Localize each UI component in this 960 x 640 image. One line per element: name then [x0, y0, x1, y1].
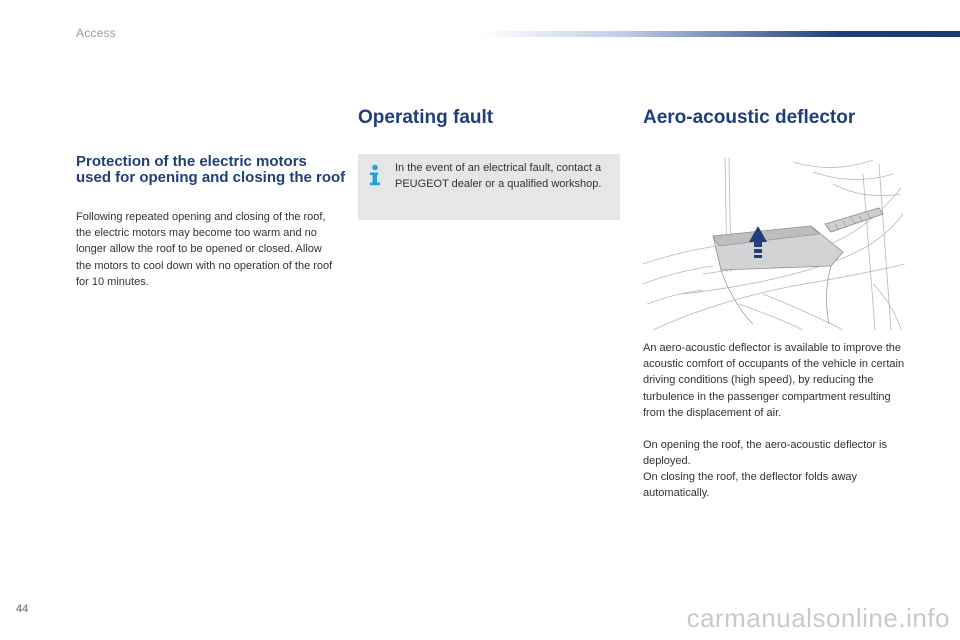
info-text: In the event of an electrical fault, contact a PEUGEOT dealer or a qualified workshop. [395, 162, 602, 190]
header-bar [480, 31, 960, 37]
info-icon [368, 164, 382, 186]
info-box [358, 154, 620, 220]
deflector-heading: Aero-acoustic deflector [643, 107, 856, 128]
protection-heading: Protection of the electric motors used for opening and closing the roof [76, 153, 346, 186]
section-label: Access [76, 26, 116, 40]
watermark: carmanualsonline.info [686, 603, 950, 633]
operating-fault-heading: Operating fault [358, 107, 494, 128]
deflector-body-3: On closing the roof, the deflector folds away automatically. [643, 471, 858, 500]
deflector-body-2: On opening the roof, the aero-acoustic deflector is deployed. [643, 439, 887, 468]
deflector-body-1: An aero-acoustic deflector is available to improve the acoustic comfort of occupants of the vehicle in certain driving conditions (high speed), by reducing the turbulence in the passenger compartment resulting from the displacement of air. [643, 342, 905, 419]
page-number: 44 [16, 603, 29, 615]
deflector-illustration [643, 154, 905, 330]
protection-body: Following repeated opening and closing of the roof, the electric motors may become too warm and no longer allow the roof to be opened or closed. Allow the motors to cool down with no operation of the roof for 10 minutes. [76, 211, 333, 288]
